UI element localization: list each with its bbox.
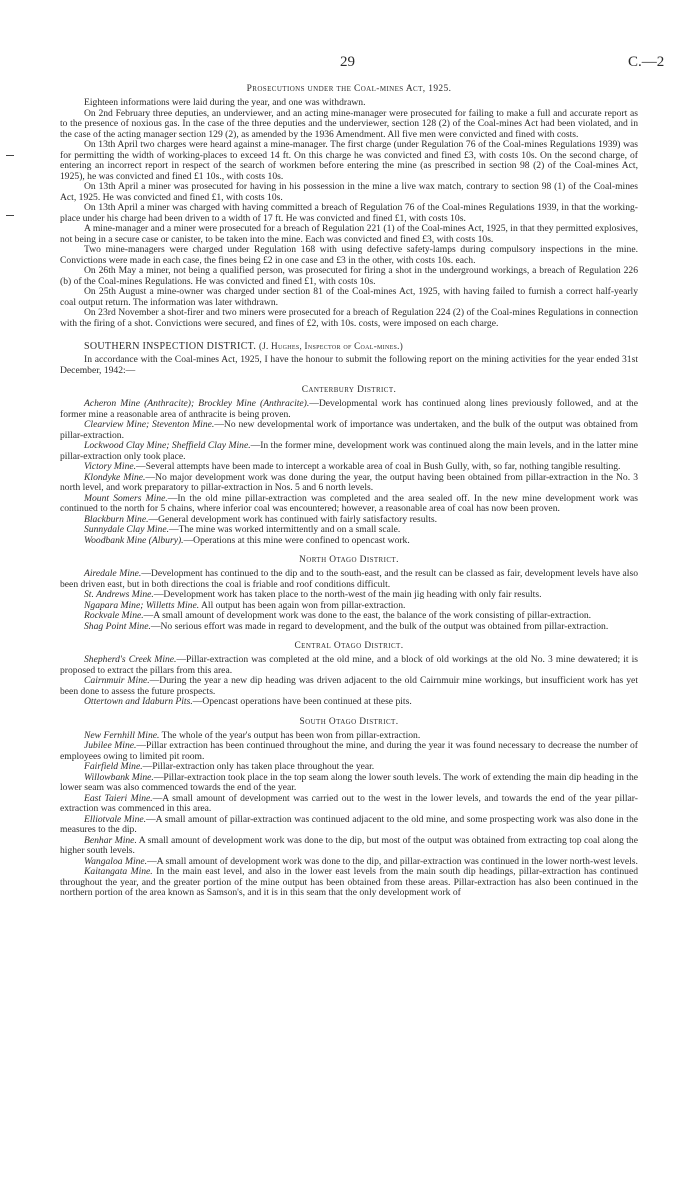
mine-name: Kaitangata Mine. [84,866,153,877]
mine-name: Lockwood Clay Mine; Sheffield Clay Mine. [84,440,251,451]
mine-report: —Development work has taken place to the north-west of the main jig heading with only fair results. [153,589,542,600]
mine-report: —A small amount of development work was done to the east, the balance of the work consisting of pillar-extraction. [143,610,592,621]
mine-name: Rockvale Mine. [84,610,144,621]
mine-report: —The mine was worked intermittently and on a small scale. [169,524,401,535]
prosecution-paragraph: Two mine-managers were charged under Regulation 168 with using defective safety-lamps during compulsory inspections in the mine. Convictions were made in each case, the fines being £2 in one case and £3 in the other, with costs 10s. each. [60,244,638,266]
prosecutions-section [60,84,638,329]
mine-name: Wangaloa Mine. [84,855,148,867]
mine-name: Benhar Mine. [84,834,137,846]
mine-entry [60,536,638,547]
mine-entry [60,815,638,836]
mine-entry [60,420,638,441]
mine-name: Ottertown and Idaburn Pits. [84,696,193,707]
mine-report: —In the former mine, development work was continued along the main levels, and in the latter mine pillar-extraction only took place. [60,440,638,462]
mine-report: —Pillar-extraction only has taken place throughout the year. [142,761,375,772]
southern-district-title [60,340,638,353]
prosecution-paragraph: A mine-manager and a miner were prosecuted for a breach of Regulation 221 (1) of the Coal-mines Act, 1925, in that they permitted explosives, not being in a secure case or canister, to be taken into the mine. Each was convicted and fined £3, with costs 10s. [60,223,638,245]
district-section [60,717,638,899]
district-heading: North Otago District. [299,555,399,565]
mine-name: Fairfield Mine. [84,761,143,772]
mine-report: —A small amount of pillar-extraction was continued adjacent to the old mine, and some prospecting work was also done in the measures to the dip. [60,813,638,835]
mine-entry [60,399,638,420]
mine-entry [60,569,638,590]
mine-entry [60,473,638,494]
mine-report: —No major development work was done during the year, the output having been obtained from pillar-extraction in the No. 3 north level, and work preparatory to pillar-extraction in Nos. 5 and 6 north levels. [60,471,638,493]
mine-name: Klondyke Mine. [84,471,146,483]
margin-mark [6,215,14,216]
mine-name: Victory Mine. [84,461,137,472]
mine-report: —Pillar-extraction was completed at the old mine, and a block of old workings at the old No. 3 mine dewatered; it is proposed to extract the pillars from this area. [60,654,639,676]
mine-report: —Developmental work has continued along lines previously followed, and at the former mine a reasonable area of anthracite is being proven. [60,398,638,420]
district-heading: Central Otago District. [294,641,404,651]
prosecutions-heading: Prosecutions under the Coal-mines Act, 1925. [246,84,452,94]
mine-entry [60,697,638,708]
southern-district-name: SOUTHERN INSPECTION DISTRICT. [84,341,257,352]
districts-list [60,385,638,899]
mine-name: Willowbank Mine. [84,771,154,783]
mine-report: —Pillar-extraction took place in the top seam along the lower south levels. The work of extending the main dip heading in the lower seam was also commenced towards the end of the year. [60,771,638,793]
prosecutions-paragraphs [60,98,638,329]
prosecution-paragraph: On 13th April two charges were heard against a mine-manager. The first charge (under Regulation 76 of the Coal-mines Regulations 1939) was for permitting the width of working-places to exceed 14 ft. On this charge he was convicted and fined £3, with costs 10s. On the second charge, of entering an incorrect report in respect of the search of workmen before entering the mine (as prescribed in section 98 (2) of the Coal-mines Act, 1925), he was convicted and fined £1 10s., with costs 10s. [60,139,638,182]
mine-name: Woodbank Mine (Albury). [84,534,184,546]
mine-report: —No serious effort was made in regard to development, and the bulk of the output was obtained from pillar-extraction. [150,620,609,632]
district-section [60,641,638,708]
mine-report: —Development has continued to the dip and to the south-east, and the result can be classed as fair, development levels have also been driven east, but in both directions the coal is friable and roof conditions difficult. [60,568,638,590]
mine-report: —During the year a new dip heading was driven adjacent to the old Cairnmuir mine workings, but insufficient work has yet been done to assess the future prospects. [60,675,638,697]
prosecution-paragraph: On 13th April a miner was prosecuted for having in his possession in the mine a live wax match, contrary to section 98 (1) of the Coal-mines Act, 1925. He was convicted and fined £1, with costs 10s. [60,181,638,203]
mine-entry [60,655,638,676]
district-section [60,385,638,546]
prosecution-paragraph: On 26th May a miner, not being a qualified person, was prosecuted for firing a shot in the underground workings, a breach of Regulation 226 (b) of the Coal-mines Regulations. He was convicted and fined £1, with costs 10s. [60,265,638,287]
mine-name: Ngapara Mine; Willetts Mine. [84,599,200,611]
mine-name: Mount Somers Mine. [84,492,168,504]
prosecution-paragraph: Eighteen informations were laid during the year, and one was withdrawn. [84,97,366,108]
mine-name: Acheron Mine (Anthracite); Brockley Mine (Anthracite). [84,398,310,409]
mine-name: Elliotvale Mine. [84,813,147,825]
mine-name: Clearview Mine; Steventon Mine. [84,419,215,430]
mine-report: —In the old mine pillar-extraction was completed and the area sealed off. In the new mine development work was continued to the north for 5 chains, where inferior coal was encountered; however, a reasonable area of coal has now been proven. [60,492,638,514]
mine-name: Cairnmuir Mine. [84,675,150,686]
page-header [0,54,700,74]
prosecution-paragraph: On 23rd November a shot-firer and two miners were prosecuted for a breach of Regulation 224 (2) of the Coal-mines Regulations in connection with the firing of a shot. Convictions were secured, and fines of £2, with 10s. costs, were imposed on each charge. [60,307,638,329]
mine-report: All output has been again won from pillar-extraction. [199,599,406,611]
mine-report: A small amount of development work was done to the dip, but most of the output was obtained from extracting top coal along the higher south levels. [60,834,638,856]
inspector-credit: (J. Hughes, Inspector of Coal-mines.) [258,341,404,351]
margin-mark [6,155,14,156]
district-heading: Canterbury District. [301,385,397,395]
mine-report: —No new developmental work of importance was undertaken, and the bulk of the output was obtained from pillar-extraction. [60,419,638,441]
mine-report: —A small amount of development work was done to the dip, and pillar-extraction was continued in the lower north-west levels. [147,855,638,867]
mine-entry [60,441,638,462]
mine-name: Blackburn Mine. [84,513,149,525]
mine-report: In the main east level, and also in the lower east levels from the main south dip headings, pillar-extraction has continued throughout the year, and the greater portion of the mine output has been obtained from these areas. Pillar-extraction has also been continued in the northern portion of the area known as Samson's, and it is in this seam that the only development work of [60,866,638,898]
mine-name: St. Andrews Mine. [84,589,154,600]
mine-entry [60,622,638,633]
mine-report: —Opencast operations have been continued at these pits. [192,696,412,707]
mine-name: Sunnydale Clay Mine. [84,524,169,535]
mine-report: The whole of the year's output has been won from pillar-extraction. [159,729,421,741]
page-number: 29 [340,54,355,70]
mine-name: Airedale Mine. [84,568,142,579]
district-section [60,555,638,632]
mine-name: East Taieri Mine. [84,792,153,804]
mine-entry [60,867,638,899]
document-body [60,84,638,899]
district-heading: South Otago District. [299,716,399,727]
mine-report: —A small amount of development was carried out to the west in the lower levels, and towards the end of the year pillar-extraction was commenced in this area. [60,792,638,814]
mine-entry [60,836,638,857]
southern-intro: In accordance with the Coal-mines Act, 1925, I have the honour to submit the following report on the mining activities for the year ended 31st December, 1942:— [60,354,638,376]
mine-report: —Operations at this mine were confined to opencast work. [183,534,410,546]
prosecution-paragraph: On 25th August a mine-owner was charged under section 81 of the Coal-mines Act, 1925, with having failed to furnish a correct half-yearly coal output return. The information was later withdrawn. [60,286,638,308]
mine-entry [60,676,638,697]
mine-report: —General development work has continued with fairly satisfactory results. [148,513,438,525]
mine-name: Shag Point Mine. [84,620,151,632]
mine-name: Jubilee Mine. [84,740,137,751]
mine-entry [60,773,638,794]
mine-report: —Pillar extraction has been continued throughout the mine, and during the year it was found necessary to decrease the number of employees owing to limited pit room. [60,740,638,762]
prosecution-paragraph: On 13th April a miner was charged with having committed a breach of Regulation 76 of the Coal-mines Regulations 1939, in that the working-place under his charge had been driven to a width of 17 ft. He was convicted and fined £1, with costs 10s. [60,202,638,224]
mine-name: New Fernhill Mine. [84,729,160,741]
prosecution-paragraph: On 2nd February three deputies, an underviewer, and an acting mine-manager were prosecuted for failing to make a full and accurate report as to the presence of noxious gas. In the case of the three deputies and the underviewer, section 128 (2) of the Coal-mines Act had been violated, and in the case of the acting manager section 129 (2), as amended by the 1936 Amendment. All five men were convicted and fined with costs. [60,107,638,140]
mine-entry [60,794,638,815]
page-reference: C.—2 [628,54,665,70]
mine-entry [60,494,638,515]
mine-entry [60,741,638,762]
mine-name: Shepherd's Creek Mine. [84,654,177,665]
mine-report: —Several attempts have been made to intercept a workable area of coal in Bush Gully, with, so far, nothing tangible resulting. [136,461,621,472]
